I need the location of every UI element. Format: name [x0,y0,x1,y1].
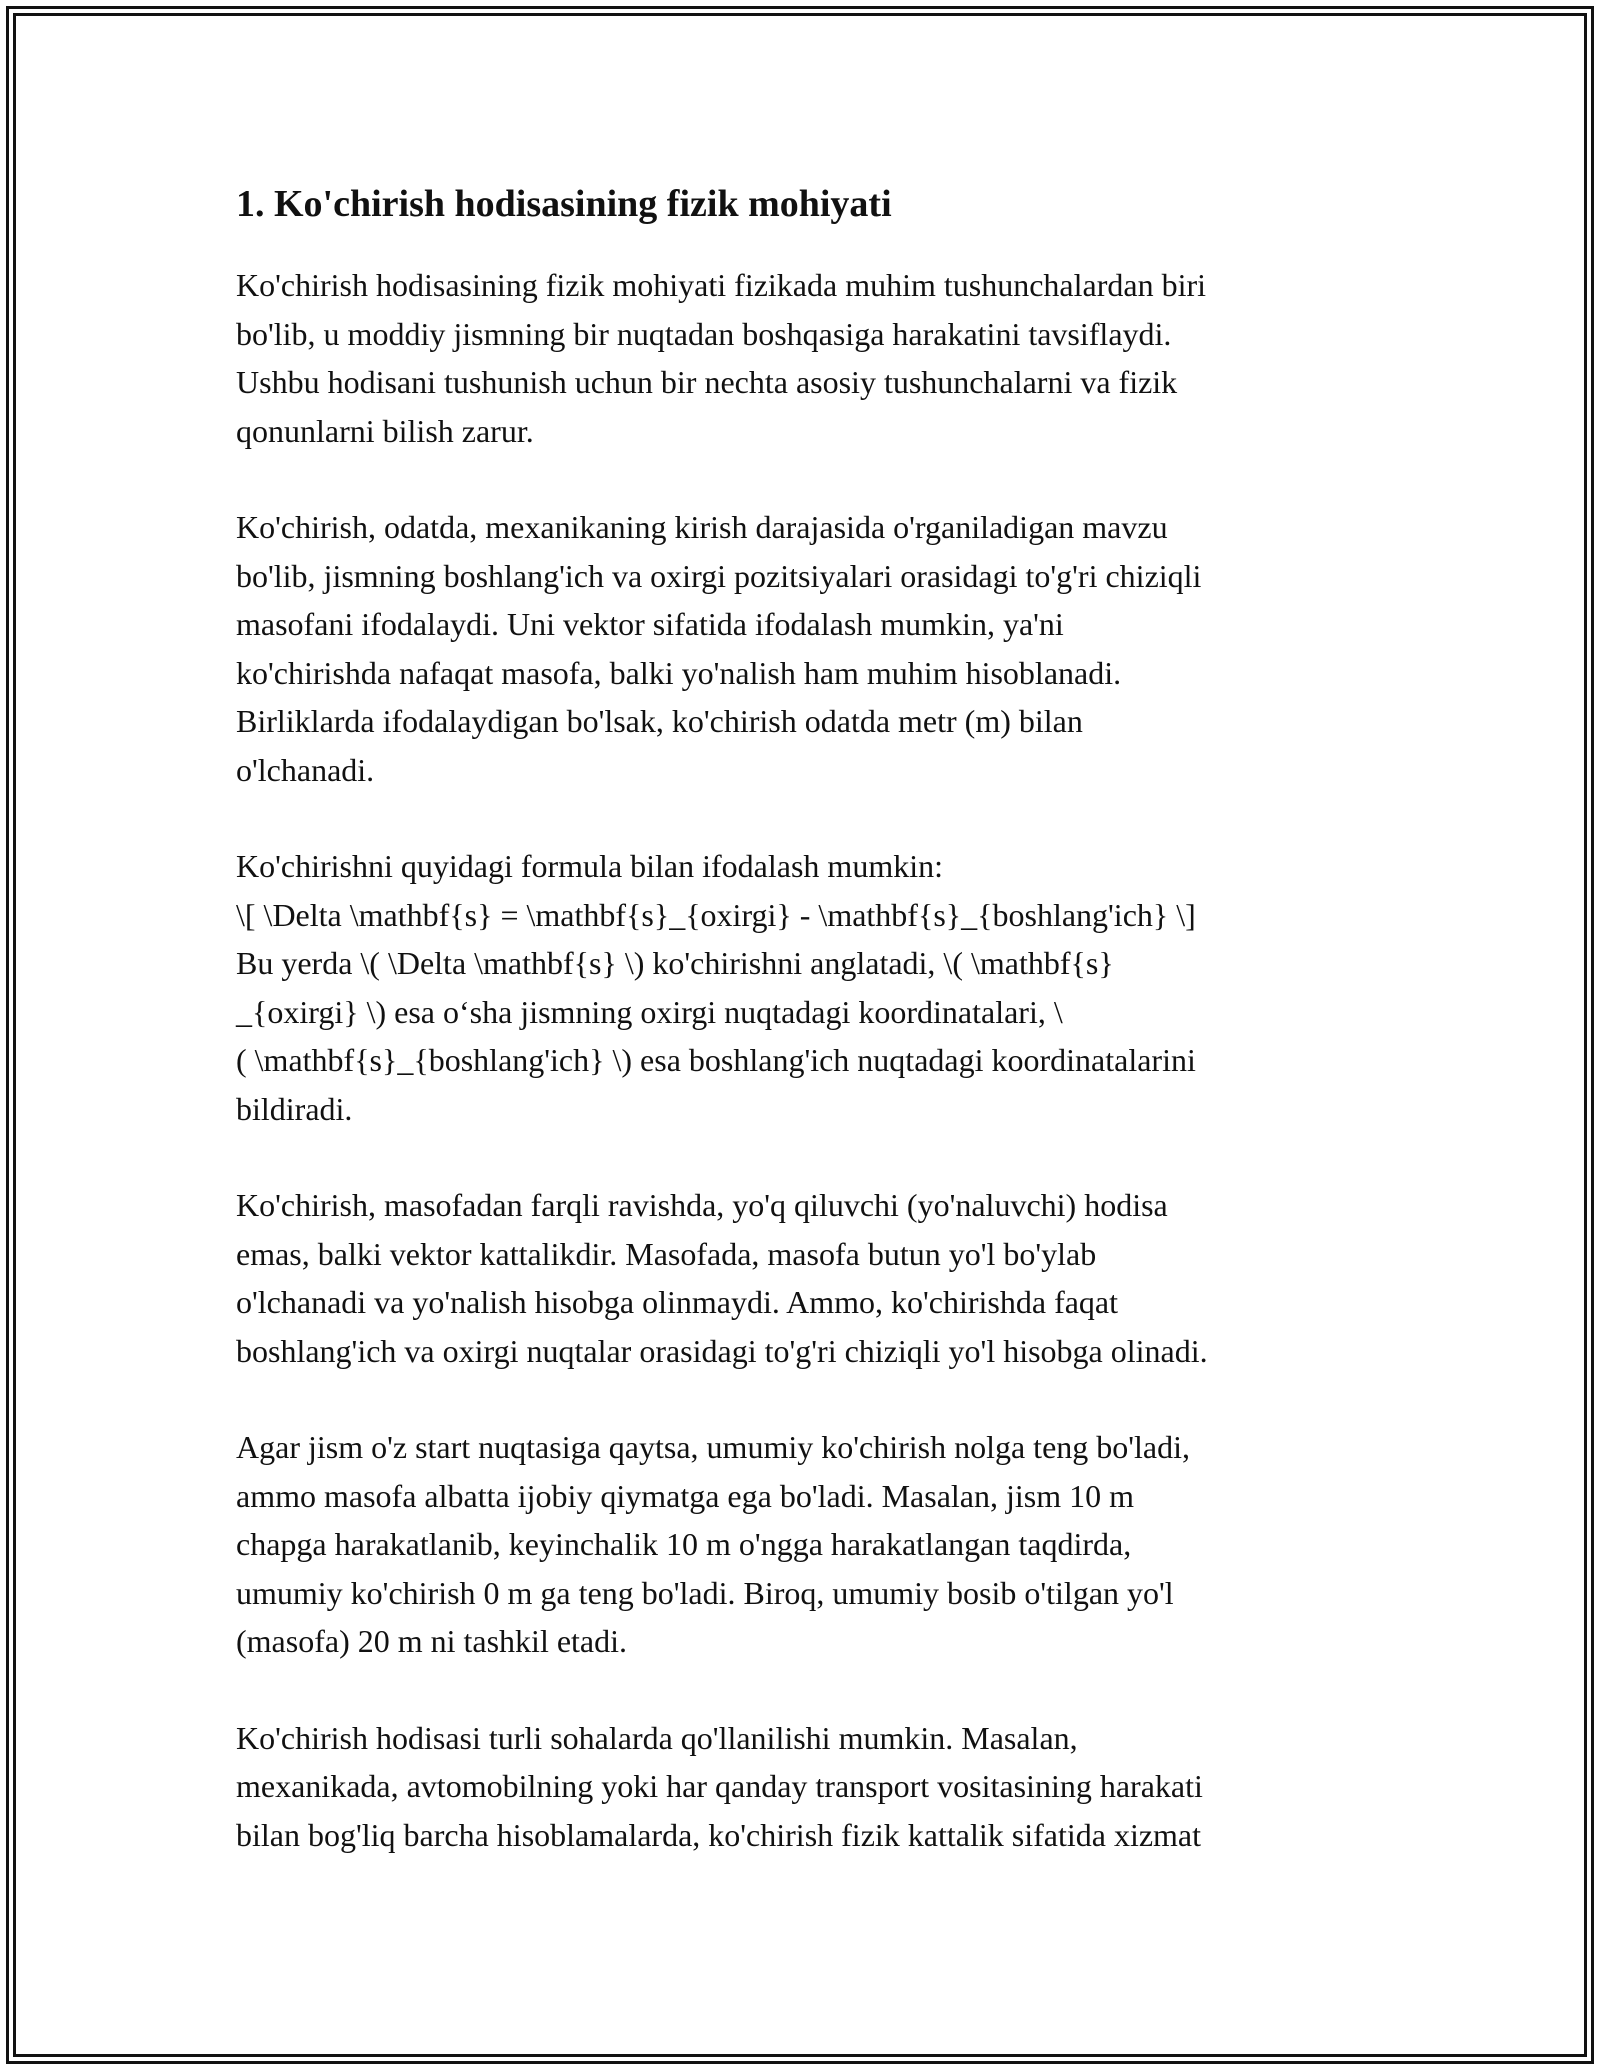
paragraph-6: Ko'chirish hodisasi turli sohalarda qo'llanilishi mumkin. Masalan, mexanikada, avtomobilning yoki har qanday transport vositasining harakati bilan bog'liq barcha hisoblamalarda, ko'chirish fizik kattalik sifatida xizmat [236,1719,1203,1853]
paragraph-2: Ko'chirish, odatda, mexanikaning kirish darajasida o'rganiladigan mavzu bo'lib, jismning boshlang'ich va oxirgi pozitsiyalari orasidagi to'g'ri chiziqli masofani ifodalaydi. Uni vektor sifatida ifodalash mumkin, ya'ni ko'chirishda nafaqat masofa, balki yo'nalish ham muhim hisoblanadi. Birliklarda ifodalaydigan bo'lsak, ko'chirish odatda metr (m) bilan o'lchanadi. [236,509,1202,788]
paragraph-1: Ko'chirish hodisasining fizik mohiyati fizikada muhim tushunchalardan biri bo'lib, u moddiy jismning bir nuqtadan boshqasiga harakatini tavsiflaydi. Ushbu hodisani tushunish uchun bir nechta asosiy tushunchalarni va fizik qonunlarni bilish zarur. [236,267,1207,449]
page-title: 1. Ko'chirish hodisasining fizik mohiyati [236,183,892,225]
paragraph-5: Agar jism o'z start nuqtasiga qaytsa, umumiy ko'chirish nolga teng bo'ladi, ammo masofa albatta ijobiy qiymatga ega bo'ladi. Masalan, jism 10 m chapga harakatlanib, keyinchalik 10 m o'ngga harakatlangan taqdirda, umumiy ko'chirish 0 m ga teng bo'ladi. Biroq, umumiy bosib o'tilgan yo'l (masofa) 20 m ni tashkil etadi. [236,1429,1191,1660]
paragraph-3: Ko'chirishni quyidagi formula bilan ifodalash mumkin: \[ \Delta \mathbf{s} = \mathbf{s}_{oxirgi} - \mathbf{s}_{boshlang'ich} \] Bu yerda \( \Delta \mathbf{s} \) ko'chirishni anglatadi, \( \mathbf{s} _{oxirgi} \) esa o‘sha jismning oxirgi nuqtadagi koordinatalari, \ ( \mathbf{s}_{boshlang'ich} \) esa boshlang'ich nuqtadagi koordinatalarini bildiradi. [236,848,1196,1127]
paragraph-4: Ko'chirish, masofadan farqli ravishda, yo'q qiluvchi (yo'naluvchi) hodisa emas, balki vektor kattalikdir. Masofada, masofa butun yo'l bo'ylab o'lchanadi va yo'nalish hisobga olinmaydi. Ammo, ko'chirishda faqat boshlang'ich va oxirgi nuqtalar orasidagi to'g'ri chiziqli yo'l hisobga olinadi. [236,1187,1208,1369]
document-body [236,180,1366,1907]
